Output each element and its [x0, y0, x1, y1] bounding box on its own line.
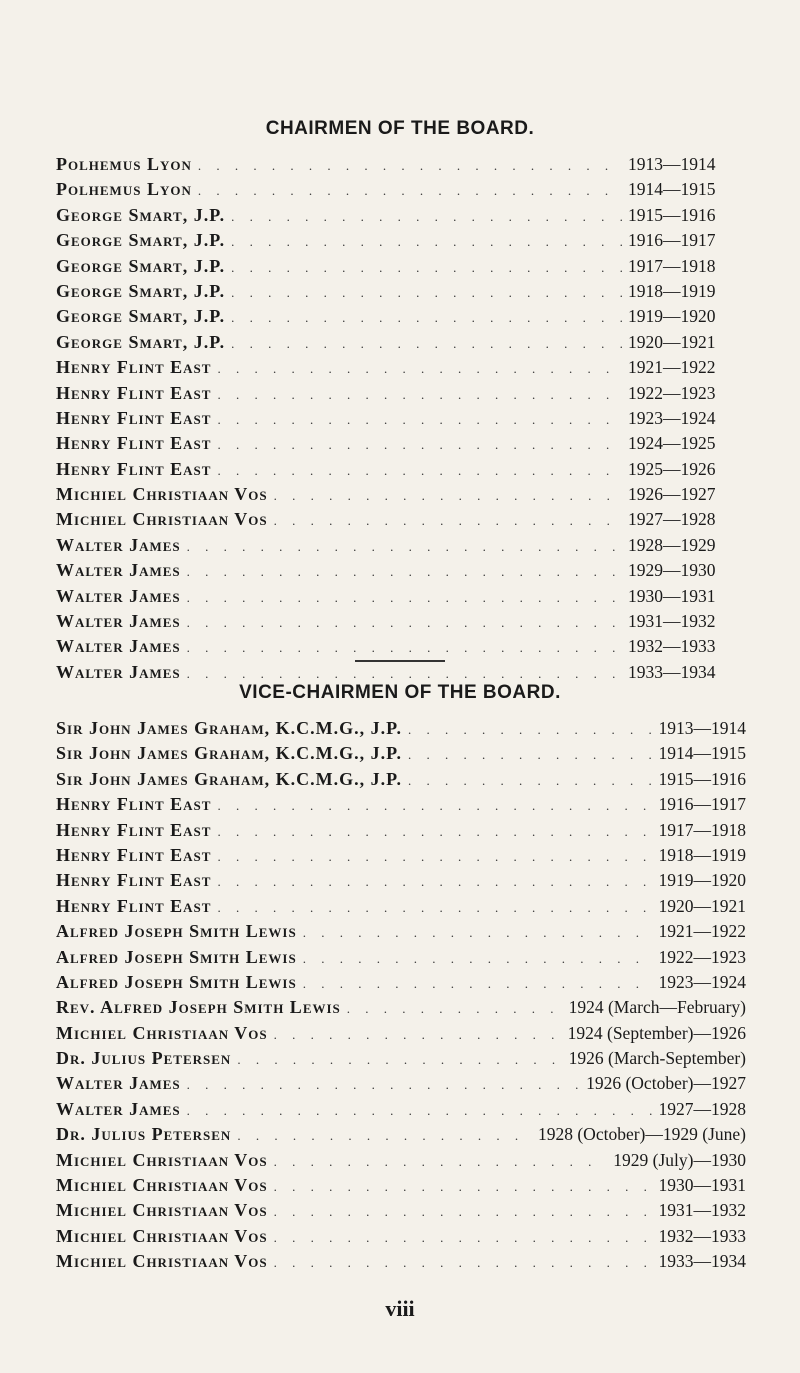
term-years: 1913—1914 — [628, 154, 716, 174]
officer-name: George Smart, J.P. — [56, 230, 226, 251]
dot-leader — [231, 204, 622, 229]
officer-name: Henry Flint East — [56, 794, 212, 815]
dot-leader — [217, 432, 622, 457]
dot-leader — [303, 946, 653, 971]
term-years: 1924 (March—February) — [568, 997, 746, 1018]
officer-name: Walter James — [56, 611, 181, 632]
officer-name: George Smart, J.P. — [56, 204, 226, 225]
dot-leader — [187, 559, 622, 584]
dot-leader — [274, 1022, 562, 1047]
term-years: 1924—1925 — [628, 433, 716, 454]
list-item — [56, 894, 746, 919]
list-item — [56, 843, 746, 868]
dot-leader — [274, 1174, 653, 1199]
list-item — [56, 919, 746, 944]
officer-name: Michiel Christiaan Vos — [56, 1149, 268, 1170]
officer-name: Walter James — [56, 1098, 181, 1119]
term-years: 1914—1915 — [628, 179, 716, 200]
dot-leader — [198, 153, 622, 178]
vice-chairmen-list — [56, 716, 746, 1275]
term-years: 1923—1924 — [628, 407, 716, 428]
list-item — [56, 177, 746, 202]
officer-name: Sir John James Graham, K.C.M.G., J.P. — [56, 768, 403, 789]
officer-name: George Smart, J.P. — [56, 331, 226, 352]
term-years: 1933—1934 — [658, 1251, 746, 1272]
list-item — [56, 406, 746, 431]
list-item — [56, 1249, 746, 1274]
term-years: 1921—1922 — [628, 357, 716, 378]
list-item — [56, 381, 746, 406]
dot-leader — [274, 1149, 608, 1174]
section-divider — [355, 660, 445, 662]
term-years: 1918—1919 — [658, 844, 746, 865]
list-item — [56, 228, 746, 253]
term-years: 1916—1917 — [628, 230, 716, 251]
list-item — [56, 609, 746, 634]
term-years: 1919—1920 — [628, 306, 716, 327]
term-years: 1930—1931 — [658, 1175, 746, 1196]
list-item — [56, 304, 746, 329]
term-years: 1928 (October)—1929 (June) — [537, 1124, 746, 1145]
dot-leader — [217, 793, 652, 818]
list-item — [56, 1173, 746, 1198]
term-years: 1924 (September)—1926 — [567, 1022, 746, 1043]
dot-leader — [303, 971, 653, 996]
term-years: 1926—1927 — [628, 484, 716, 505]
list-item — [56, 533, 746, 558]
list-item — [56, 792, 746, 817]
officer-name: Sir John James Graham, K.C.M.G., J.P. — [56, 743, 403, 764]
term-years: 1918—1919 — [628, 280, 716, 301]
officer-name: Michiel Christiaan Vos — [56, 484, 268, 505]
term-years: 1927—1928 — [628, 509, 716, 530]
dot-leader — [217, 844, 652, 869]
officer-name: Walter James — [56, 1073, 181, 1094]
officer-name: Henry Flint East — [56, 433, 212, 454]
dot-leader — [187, 534, 622, 559]
term-years: 1925—1926 — [628, 458, 716, 479]
list-item — [56, 1046, 746, 1071]
dot-leader — [274, 508, 622, 533]
dot-leader — [231, 331, 622, 356]
term-years: 1915—1916 — [628, 204, 716, 225]
dot-leader — [217, 382, 622, 407]
list-item — [56, 482, 746, 507]
dot-leader — [198, 178, 622, 203]
list-item — [56, 203, 746, 228]
dot-leader — [217, 895, 652, 920]
dot-leader — [303, 920, 653, 945]
officer-name: George Smart, J.P. — [56, 306, 226, 327]
officer-name: Henry Flint East — [56, 819, 212, 840]
officer-name: Rev. Alfred Joseph Smith Lewis — [56, 997, 341, 1018]
list-item — [56, 741, 746, 766]
term-years: 1932—1933 — [628, 636, 716, 657]
dot-leader — [187, 585, 622, 610]
officer-name: Henry Flint East — [56, 382, 212, 403]
list-item — [56, 1122, 746, 1147]
officer-name: Alfred Joseph Smith Lewis — [56, 946, 297, 967]
term-years: 1920—1921 — [628, 331, 716, 352]
term-years: 1929—1930 — [628, 560, 716, 581]
list-item — [56, 152, 746, 177]
officer-name: Walter James — [56, 661, 181, 682]
officer-name: Henry Flint East — [56, 844, 212, 865]
dot-leader — [231, 229, 622, 254]
term-years: 1923—1924 — [658, 971, 746, 992]
dot-leader — [274, 1199, 653, 1224]
term-years: 1919—1920 — [658, 870, 746, 891]
term-years: 1926 (March-September) — [568, 1048, 746, 1069]
chairmen-list — [56, 152, 746, 685]
list-item — [56, 818, 746, 843]
officer-name: Michiel Christiaan Vos — [56, 1022, 268, 1043]
term-years: 1916—1917 — [658, 794, 746, 815]
officer-name: Henry Flint East — [56, 895, 212, 916]
dot-leader — [217, 356, 622, 381]
officer-name: Sir John James Graham, K.C.M.G., J.P. — [56, 718, 403, 738]
dot-leader — [274, 1250, 653, 1275]
officer-name: Walter James — [56, 585, 181, 606]
list-item — [56, 431, 746, 456]
list-item — [56, 279, 746, 304]
list-item — [56, 1021, 746, 1046]
officer-name: Polhemus Lyon — [56, 154, 192, 174]
officer-name: Michiel Christiaan Vos — [56, 509, 268, 530]
officer-name: Alfred Joseph Smith Lewis — [56, 921, 297, 942]
term-years: 1927—1928 — [658, 1098, 746, 1119]
dot-leader — [408, 717, 652, 742]
dot-leader — [237, 1123, 532, 1148]
term-years: 1926 (October)—1927 — [586, 1073, 746, 1094]
officer-name: George Smart, J.P. — [56, 255, 226, 276]
term-years: 1921—1922 — [658, 921, 746, 942]
dot-leader — [217, 458, 622, 483]
dot-leader — [237, 1047, 562, 1072]
chairmen-title: CHAIRMEN OF THE BOARD. — [265, 118, 535, 139]
list-item — [56, 634, 746, 659]
list-item — [56, 558, 746, 583]
officer-name: Alfred Joseph Smith Lewis — [56, 971, 297, 992]
term-years: 1933—1934 — [628, 661, 716, 682]
list-item — [56, 1148, 746, 1173]
dot-leader — [217, 819, 652, 844]
list-item — [56, 1071, 746, 1096]
officer-name: George Smart, J.P. — [56, 280, 226, 301]
term-years: 1922—1923 — [628, 382, 716, 403]
dot-leader — [231, 305, 622, 330]
list-item — [56, 355, 746, 380]
dot-leader — [187, 1072, 580, 1097]
term-years: 1929 (July)—1930 — [613, 1149, 746, 1170]
dot-leader — [187, 1098, 653, 1123]
dot-leader — [187, 610, 622, 635]
term-years: 1931—1932 — [658, 1200, 746, 1221]
dot-leader — [408, 742, 652, 767]
list-item — [56, 970, 746, 995]
officer-name: Dr. Julius Petersen — [56, 1048, 232, 1069]
dot-leader — [217, 407, 622, 432]
list-item — [56, 330, 746, 355]
list-item — [56, 457, 746, 482]
list-item — [56, 716, 746, 741]
list-item — [56, 1198, 746, 1223]
dot-leader — [274, 483, 622, 508]
list-item — [56, 1224, 746, 1249]
list-item — [56, 254, 746, 279]
officer-name: Michiel Christiaan Vos — [56, 1200, 268, 1221]
officer-name: Michiel Christiaan Vos — [56, 1225, 268, 1246]
list-item — [56, 767, 746, 792]
officer-name: Polhemus Lyon — [56, 179, 192, 200]
officer-name: Henry Flint East — [56, 407, 212, 428]
dot-leader — [274, 1225, 653, 1250]
officer-name: Henry Flint East — [56, 357, 212, 378]
officer-name: Walter James — [56, 636, 181, 657]
officer-name: Dr. Julius Petersen — [56, 1124, 232, 1145]
term-years: 1932—1933 — [658, 1225, 746, 1246]
dot-leader — [231, 255, 622, 280]
term-years: 1922—1923 — [658, 946, 746, 967]
officer-name: Michiel Christiaan Vos — [56, 1251, 268, 1272]
list-item — [56, 995, 746, 1020]
list-item — [56, 868, 746, 893]
term-years: 1917—1918 — [628, 255, 716, 276]
term-years: 1917—1918 — [658, 819, 746, 840]
officer-name: Walter James — [56, 534, 181, 555]
dot-leader — [347, 996, 563, 1021]
term-years: 1928—1929 — [628, 534, 716, 555]
term-years: 1913—1914 — [658, 718, 746, 738]
vice-chairmen-title: VICE-CHAIRMEN OF THE BOARD. — [239, 682, 561, 703]
list-item — [56, 945, 746, 970]
dot-leader — [187, 635, 622, 660]
list-item — [56, 1097, 746, 1122]
list-item — [56, 584, 746, 609]
officer-name: Michiel Christiaan Vos — [56, 1175, 268, 1196]
dot-leader — [231, 280, 622, 305]
term-years: 1920—1921 — [658, 895, 746, 916]
term-years: 1931—1932 — [628, 611, 716, 632]
term-years: 1930—1931 — [628, 585, 716, 606]
dot-leader — [408, 768, 652, 793]
list-item — [56, 507, 746, 532]
officer-name: Walter James — [56, 560, 181, 581]
officer-name: Henry Flint East — [56, 870, 212, 891]
dot-leader — [217, 869, 652, 894]
officer-name: Henry Flint East — [56, 458, 212, 479]
term-years: 1915—1916 — [658, 768, 746, 789]
term-years: 1914—1915 — [658, 743, 746, 764]
page-number: viii — [385, 1296, 415, 1321]
